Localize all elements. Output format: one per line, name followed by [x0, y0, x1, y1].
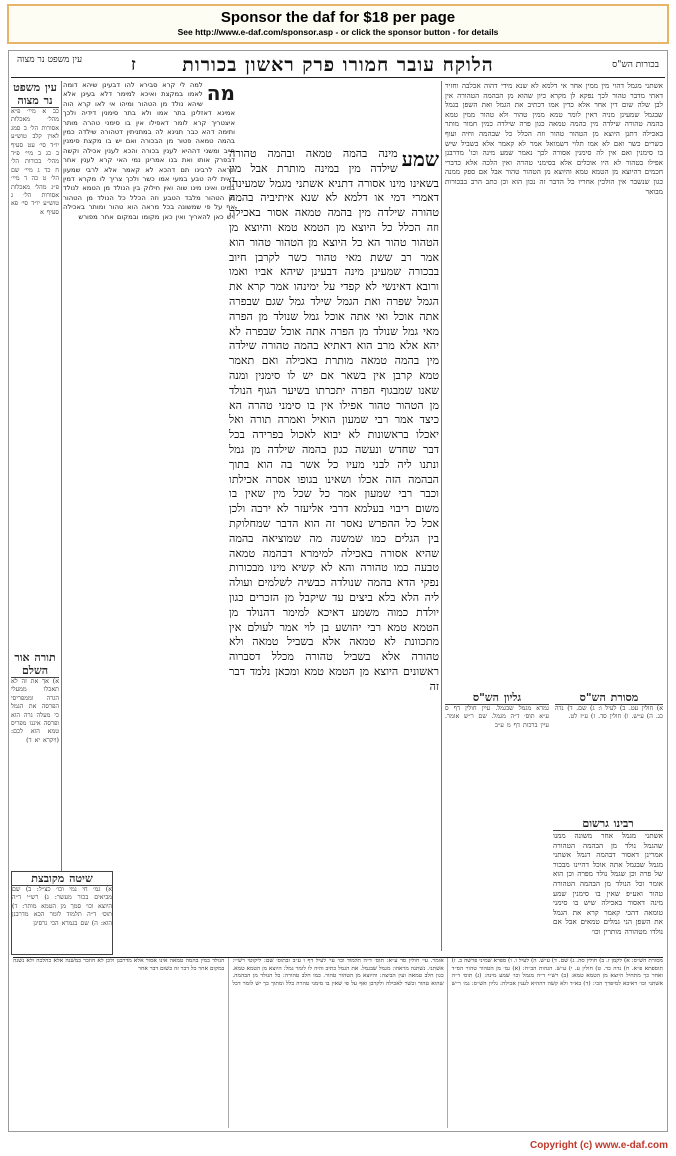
ein-mishpat-title: עין משפט נר מצוה	[11, 81, 59, 108]
ein-mishpat-column	[11, 81, 59, 641]
mesoret-text: א) חולין עט. ב) לעיל ו: ג) שם. ד) נדה כג. ה) ע״ש. ו) חולין סד. ז) ע״ז לט.	[555, 705, 663, 721]
rashi-text: אשתני מגמל דהוי מין ממין אחר אי דלמא לא שנא מידי דהוה אכלבה וחזיר דאתי מדבר טהור לכך נפקא לן מקרא כיון שהוא מן הבהמה הטהורה אין לבן שלה שום דין אחר אלא כדין אמו דכתיב את הגמל ואת השפן בגמל שבגמל שמעינן מניה דאין לומר טמא ממין טהור ולא טהור ממין טמא בהמה טהורה שילדה מין בהמה טמאה כגון פרה שילדה כמין חמור מותר באכילה דתנן היוצא מן הטהור טהור וזה הכלל כל שבהמה וחיה ועוף כשרים כשר ואם לא אמו תלוי דשמואל אמר לא קאמר אלא בשביל שיש בו סימנין ואם אין לה סימנין אסורה לכך נאמר שמע מינה וכו' מדרבנן אפילו בטהור לא היו אוכלים אלא בסימני טהרה ואין הלכה אלא כדברי חכמים דהיוצא מן הטמא טמא והיוצא מן הטהור טהור אבל אם ספק ממנה כגון שנשבר אין הולכין אחריו כל הדבר זה נכון הוא וכן כתב הרב בבכורות מבואר	[445, 81, 663, 196]
rabbeinu-gershom-box	[553, 817, 663, 953]
gemara-text: מינה בהמה טמאה ובהמה טהורה שילדה מין במינה מותרת אבל מין בשאינו מינו אסורה דתניא אשתני מגמל שמעינהו דאמרי דמי או דלמא לא שנא איתיביה בהמה טהורה שילדה מין בהמה טמאה אסור באכילה וזה הכלל כל היוצא מן הטמא טמא והיוצא מן הטהור טהור הא כל היוצא מן הטהור טהור הוא אמר רב ששת מאי טהור כשר לקרבן חיוב בבכורה שמעינן מינה דבעינן שיהא אביו ואמו ורובא דאינשי לא קפדי על ימינהו אמר קרא את הגמל שפרה ואת הגמל שילד גמל שגם שבפרה אתה אוכל ואי אתה אוכל גמל שנולד מן הפרה מאי גמל שנולד מן הפרה אתה אוכל שבפרה לא יהא אלא מרב הוא דאתיא בהמה טהורה שילדה מין בהמה טמאה מותרת באכילה ואם תאמר טמא קרבן אין בשאר אם יש לו סימנין ומנה שאנו שמבגוף הפרה יתכרתו בשיער הגוף הנולד מן הטהור טהור אפילו אין בו סימני טהרה הא כיצד אמר רבי שמעון הואיל ואמרה תורה ואל יאכלו בראשונות לא יבוא לאכול בפרידה בכל דבר שחדש ונעשה כגון בהמה שילדה מן גמל ונתנו ליה לבני מעיו כל אשר בה הוא בתוך הבהמה הזה אכלו ושאינו בגופו אסרה אכילתו וכבר רבי שמעון אמר כל שכל מין שאין בו משום ריבוי בעלמא דרבי אליעזר לא ירבה ולכן אכל כל ההפרש נאסר זה הוא הדבר שמחלוקת בין הגלים כמו שמשנה מה שמוציאה בהמה שהיא אסורה באכילה למימרא דבהמה טמאה טבעה כמו טהורה והא לא קשיא מינו מבכורות נפקי הדא בהמה שנולדה כבשיה לשלמים ועולה ליה הלא בלא ביצים עד שיקבל מן הזכרים כגון יולדת כמוה משמע דאיכא למימר דהנולד מן הטמא טמא רבי יהושע בן לוי אמר לעולם אין מתכוונת לא טמאה אלא בשביל טמאה ולא טהורה אלא בשביל טהורה מכלל דסברוה ראשונים היוצא מן הטמא טמא ומכאן נלמד דבר זה	[229, 147, 439, 693]
rabbeinu-gershom-title: רבינו גרשום	[553, 817, 663, 831]
tosafot-column	[63, 81, 235, 953]
sponsor-banner[interactable]	[7, 4, 669, 44]
column-divider-left	[61, 81, 62, 871]
page-title: הלוקח עובר חמורו פרק ראשון בכורות	[182, 54, 494, 76]
column-divider-right	[441, 81, 442, 951]
footnotes-section	[13, 957, 663, 1128]
header-left-label: עין משפט נר מצוה	[17, 55, 83, 65]
tosafot-opening-word: מה	[206, 81, 235, 105]
daf-header	[11, 53, 665, 78]
daf-number: ז	[131, 55, 136, 75]
gilyon-text: גמרא מגמל שבגמל. עיין חולין דף ס ע״א תוס׳ ד״ה מגמל. שם ר״ש אומר. עיין ברכות דף מ ע״ב	[445, 705, 549, 729]
ein-mishpat-text: כב א מיי׳ פ״א מהל׳ מאכלות אסורות הל׳ ב סמג לאוין קלב טוש״ע יו״ד סי׳ עט סעיף ב כג ב מיי׳ פ״ד מהל׳ בכורות הל׳ ח כד ג מיי׳ שם הל׳ ט כה ד מיי׳ פ״ג מהל׳ מאכלות אסורות הל׳ ג טוש״ע יו״ד סי׳ פא סעיף א	[11, 108, 59, 216]
torah-or-title: תורה אור השלם	[11, 651, 59, 678]
mesoret-title: מסורת הש"ס	[555, 691, 663, 705]
shita-mekubetzet-text: א) גמ׳ חי נמי וכו׳ כצ״ל: ב) שם מביאים בכור מעשר: ג) רש״י ד״ה היוצא וכו׳ סמך מן הטמא מותר: ד) תוס׳ ד״ה תלמוד לומר הכא מדרבנן הוא: ה) שם בגמרא הכי גרסינן	[12, 886, 112, 927]
gilyon-box	[445, 691, 549, 811]
mesoret-box	[555, 691, 663, 811]
gemara-opening-word: שמע	[401, 147, 439, 171]
torah-or-text: א) אך את זה לא תאכלו ממעלי הגרה וממפריסי הפרסה את הגמל כי מעלה גרה הוא ופרסה איננו מפריס טמא הוא לכם: (ויקרא יא ד)	[11, 678, 59, 744]
rabbeinu-gershom-text: אשתני מגמל אחר משונה ממנו שהגמל נולד מן הבהמה הטהורה אמרינן דאסור דבהמה דגמל אשתני מגמל שבגמל אתה אוכל דהיינו מבכור של פרה וכן שגמל נולד מפרה וכן הוא אומר וכל הנולד מן הבהמה הטהורה טהור ואע״פ שאין בו סימנין שמע מינה דאסור באכילה שיש בו סימני טומאה דהכי קאמר קרא את הגמל את השפן הני גמלים טמאים אבל אם נולדו מטהורה מותרין וכו׳	[553, 831, 663, 936]
sponsor-title[interactable]: Sponsor the daf for $18 per page	[220, 9, 456, 26]
sponsor-subtitle[interactable]: See http://www.e-daf.com/sponsor.asp - or click the sponsor button - for details	[177, 27, 499, 37]
footnotes-text: מסורת הש״ס: א) לקמן ז. ב) חולין סה. ג) שם. ד) ע״ש. ה) לעיל ו. ו) ספרא שמיני פרשה ב. ז) תוספתא פ״א. ח) נדה כד. ט) חולין ע. י) ע״ש. הגהות הב״ח: (א) גמ׳ מן הטהור טהור הס״ד ואחר כך מתחיל היוצא מן הטמא טמא: (ב) רש״י ד״ה מגמל וכו׳ שמע מינה: (ג) תוס׳ ד״ה אשתני וכו׳ דאיכא למיפרך הכי: (ד) בא״ד ולא קשה דההיא לענין אכילה: גליון הש״ס: גמ׳ ר״ש אומר. עי׳ חולין סד ע״א: תוס׳ ד״ה תלמוד וכו׳ עי׳ לעיל דף ו ע״ב ובתוס׳ שם: ליקוטי רש״י: אשתני. נשתנה מראהו: מגמל שבגמל. את הגמל כתיב והיה לו לומר גמל: היוצא מן הטמא טמא. כגון חלב טמאה ועין הביצה: והיוצא מן הטהור טהור. כמו חלב טהורה: כל הנולד מן הבהמה. שהוא טהור וכשר לאכילה ולקרבן ואף על פי שאין בו סימני טהרה כלל ומתוך כך יש לומר דכל הנולד כמין בהמה טמאה אינו אסור אלא מדרבנן ולכן לא הוזכר במשנה אלא כהלכה ולא נשנה במקום אחר כל דבר זה בשום דבר אחר	[13, 958, 663, 987]
copyright-notice[interactable]: Copyright (c) www.e-daf.com	[530, 1140, 668, 1151]
gilyon-title: גליון הש"ס	[445, 691, 549, 705]
header-right-label: בכורות הש"ס	[612, 60, 659, 70]
shita-mekubetzet-box	[11, 871, 113, 955]
rashi-column	[445, 81, 663, 681]
shita-mekubetzet-title: שיטה מקובצת	[12, 872, 112, 886]
talmud-page	[8, 50, 668, 1132]
gemara-column	[229, 147, 439, 953]
tosafot-text: למה לי קרא סבירא להו דבעינן שיהא דומה לאמו במקצת ואיכא למימר דלא בעינן אלא שיהא נולד מן הטהור ומיהו אי לאו קרא הוה אמינא דאזלינן בתר אמו ולא בתר סימנין דידיה ולכך איצטריך קרא לומר דאפילו אין בו סימני טהרה מותר ותימה דהא כבר תנינא לה במתניתין דטהורה שילדה כמין בהמה טמאה פטור מן הבכורה ואם יש בו מקצת סימנין חייב ומשני דההיא לענין בכורה והכא לענין אכילה וקשה דבפרק אותו ואת בנו אמרינן נמי האי קרא לענין אחר ונראה לרבינו תם דהכא לא קאמר אלא לרבי שמעון דאית ליה טבע במעי אמו כשר ולכך צריך לו מקרא דמין במינו ואינו מינו שוה ואין חילוק בין הנולד מן הטמא לנולד מן הטהור מלבד הטבע וזה הכלל כל הנולד מן הטהור אף על פי שמשונה בכל מראה הוא טהור ומותר באכילה ויש כאן להאריך ואין כאן מקומו ובמקום אחר מפורש	[63, 81, 235, 221]
torah-or-box	[11, 651, 59, 831]
